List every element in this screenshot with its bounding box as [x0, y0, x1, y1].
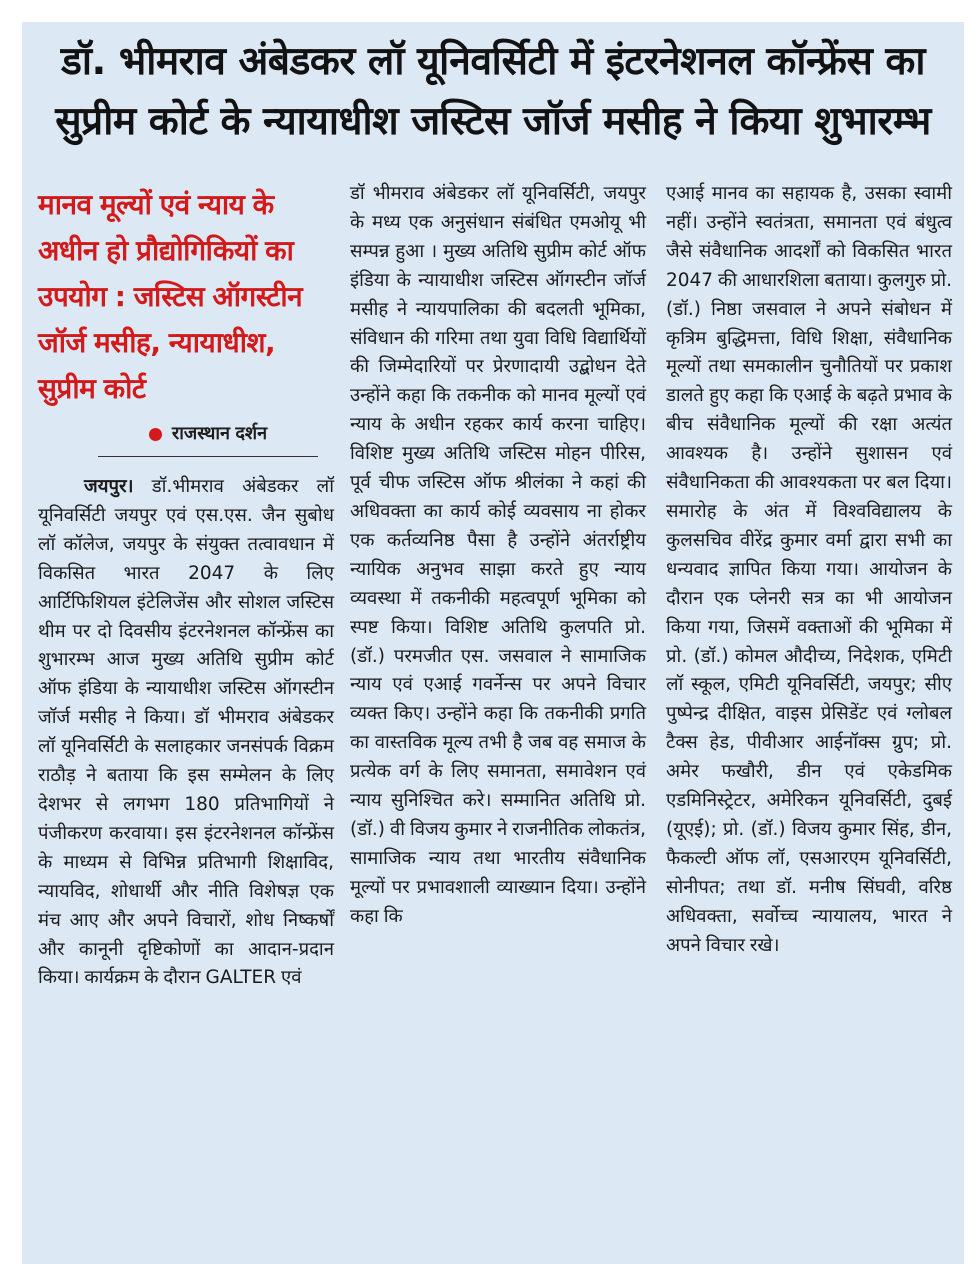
news-clipping — [22, 22, 964, 1264]
bullet-dot-icon — [149, 428, 162, 441]
article-column-2 — [350, 180, 646, 932]
column-2-text: डॉ भीमराव अंबेडकर लॉ यूनिवर्सिटी, जयपुर के मध्य एक अनुसंधान संबंधित एमओयू भी सम्पन्न हुआ । मुख्य अतिथि सुप्रीम कोर्ट ऑफ इंडिया के न्यायाधीश जस्टिस ऑगस्टीन जॉर्ज मसीह ने न्यायपालिका की बदलती भूमिका, संविधान की गरिमा तथा युवा विधि विद्यार्थियों की जिम्मेदारियों पर प्रेरणादायी उद्बोधन देते उन्होंने कहा कि तकनीक को मानव मूल्यों एवं न्याय के अधीन रहकर कार्य करना चाहिए। विशिष्ट मुख्य अतिथि जस्टिस मोहन पीरिस, पूर्व चीफ जस्टिस ऑफ श्रीलंका ने कहां की अधिवक्ता का कार्य कोई व्यवसाय ना होकर एक कर्तव्यनिष्ठ पैसा है उन्होंने अंतर्राष्ट्रीय न्यायिक अनुभव साझा करते हुए न्याय व्यवस्था में तकनीकी महत्वपूर्ण भूमिका को स्पष्ट किया। विशिष्ट अतिथि कुलपति प्रो. (डॉ.) परमजीत एस. जसवाल ने सामाजिक न्याय एवं एआई गवर्नेन्स पर अपने विचार व्यक्त किए। उन्होंने कहा कि तकनीकी प्रगति का वास्तविक मूल्य तभी है जब वह समाज के प्रत्येक वर्ग के लिए समानता, समावेशन एवं न्याय सुनिश्चित करे। सम्मानित अतिथि प्रो. (डॉ.) वी विजय कुमार ने राजनीतिक लोकतंत्र, सामाजिक न्याय तथा भारतीय संवैधानिक मूल्यों पर प्रभावशाली व्याख्यान दिया। उन्होंने कहा कि — [350, 183, 646, 927]
headline-line-1: डॉ. भीमराव अंबेडकर लॉ यूनिवर्सिटी में इंटरनेशनल कॉन्फ्रेंस का — [60, 39, 925, 84]
dateline: जयपुर। — [84, 476, 134, 497]
article-paragraph-1 — [38, 473, 334, 993]
column-1-text: डॉ.भीमराव अंबेडकर लॉ यूनिवर्सिटी जयपुर एवं एस.एस. जैन सुबोध लॉ कॉलेज, जयपुर के संयुक्त तत्वावधान में विकसित भारत 2047 के लिए आर्टिफिशियल इंटेलिजेंस और सोशल जस्टिस थीम पर दो दिवसीय इंटरनेशनल कॉन्फ्रेंस का शुभारम्भ आज मुख्य अतिथि सुप्रीम कोर्ट ऑफ इंडिया के न्यायाधीश जस्टिस ऑगस्टीन जॉर्ज मसीह ने किया। डॉ भीमराव अंबेडकर लॉ यूनिवर्सिटी के सलाहकार जनसंपर्क विक्रम राठौड़ ने बताया कि इस सम्मेलन के लिए देशभर से लगभग 180 प्रतिभागियों ने पंजीकरण करवाया। इस इंटरनेशनल कॉन्फ्रेंस के माध्यम से विभिन्न प्रतिभागी शिक्षाविद, न्यायविद, शोधार्थी और नीति विशेषज्ञ एक मंच आए और अपने विचारों, शोध निष्कर्षों और कानूनी दृष्टिकोणों का आदान-प्रदान किया। कार्यक्रम के दौरान GALTER एवं — [38, 476, 334, 989]
headline-line-2: सुप्रीम कोर्ट के न्यायाधीश जस्टिस जॉर्ज मसीह ने किया शुभारम्भ — [55, 99, 931, 144]
byline-source: राजस्थान दर्शन — [171, 423, 268, 444]
headline — [32, 32, 954, 152]
subheadline: मानव मूल्यों एवं न्याय के अधीन हो प्रौद्योगिकियों का उपयोग : जस्टिस ऑगस्टीन जॉर्ज मसीह, न्यायाधीश, सुप्रीम कोर्ट — [38, 188, 303, 405]
column-3-text: एआई मानव का सहायक है, उसका स्वामी नहीं। उन्होंने स्वतंत्रता, समानता एवं बंधुत्व जैसे संवैधानिक आदर्शों को विकसित भारत 2047 की आधारशिला बताया। कुलगुरु प्रो. (डॉ.) निष्ठा जसवाल ने अपने संबोधन में कृत्रिम बुद्धिमत्ता, विधि शिक्षा, संवैधानिक मूल्यों तथा समकालीन चुनौतियों पर प्रकाश डालते हुए कहा कि एआई के बढ़ते प्रभाव के बीच संवैधानिक मूल्यों की रक्षा अत्यंत आवश्यक है। उन्होंने सुशासन एवं संवैधानिकता की आवश्यकता पर बल दिया। समारोह के अंत में विश्वविद्यालय के कुलसचिव वीरेंद्र कुमार वर्मा द्वारा सभी का धन्यवाद ज्ञापित किया गया। आयोजन के दौरान एक प्लेनरी सत्र का भी आयोजन किया गया, जिसमें वक्ताओं की भूमिका में प्रो. (डॉ.) कोमल औदीच्य, निदेशक, एमिटी लॉ स्कूल, एमिटी यूनिवर्सिटी, जयपुर; सीए पुष्पेन्द्र दीक्षित, वाइस प्रेसिडेंट एवं ग्लोबल टैक्स हेड, पीवीआर आईनॉक्स ग्रुप; प्रो. अमेर फखौरी, डीन एवं एकेडमिक एडमिनिस्ट्रेटर, अमेरिकन यूनिवर्सिटी, दुबई (यूएई); प्रो. (डॉ.) विजय कुमार सिंह, डीन, फैकल्टी ऑफ लॉ, एसआरएम यूनिवर्सिटी, सोनीपत; तथा डॉ. मनीष सिंघवी, वरिष्ठ अधिवक्ता, सर्वोच्च न्यायालय, भारत ने अपने विचार रखे। — [666, 183, 952, 956]
article-column-1 — [38, 182, 334, 993]
article-column-3 — [666, 180, 952, 960]
byline — [98, 420, 318, 457]
